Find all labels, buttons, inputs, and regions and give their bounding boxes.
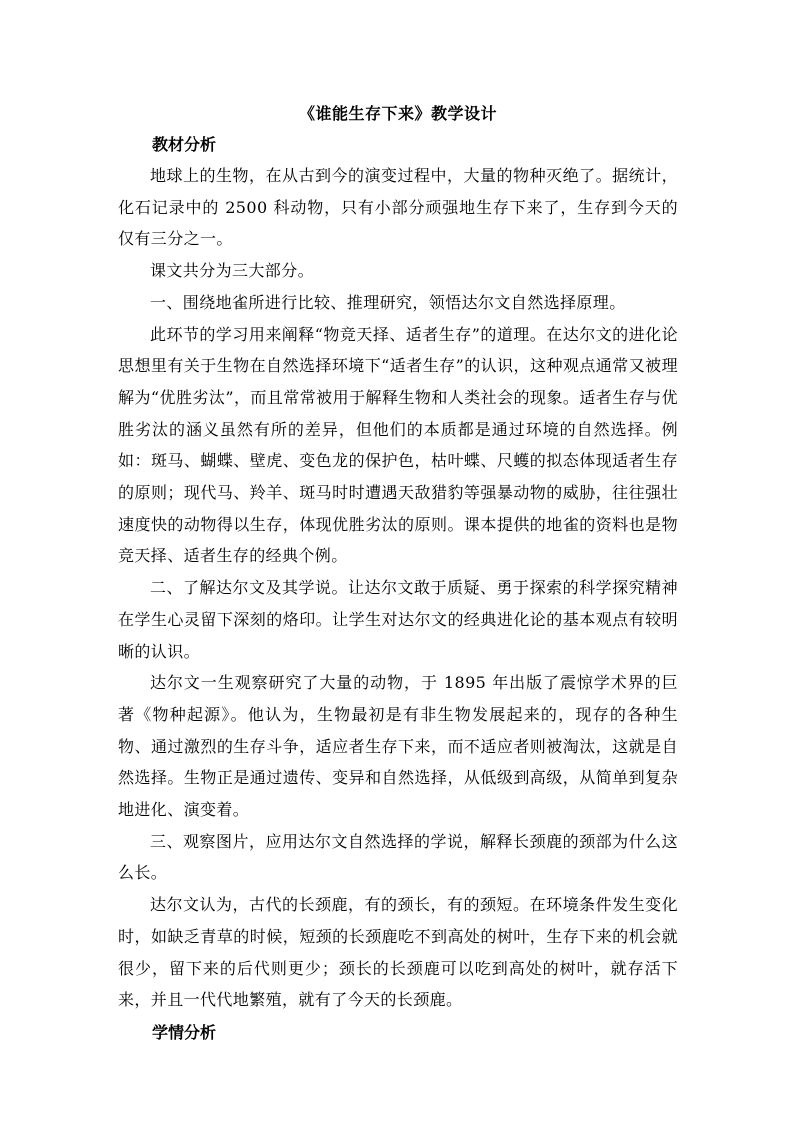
section-heading-learner-analysis: 学情分析 bbox=[152, 1022, 217, 1042]
paragraph-extinction-statistics: 地球上的生物，在从古到今的演变过程中，大量的物种灭绝了。据统计，化石记录中的 2500 科动物，只有小部分顽强地生存下来了，生存到今天的仅有三分之一。 bbox=[118, 166, 678, 249]
paragraph-natural-selection: 此环节的学习用来阐释“物竞天择、适者生存”的道理。在达尔文的进化论思想里有关于生物在自然选择环境下“适者生存”的认识，这种观点通常又被理解为“优胜劣汰”，而且常常被用于解释生物和人类社会的现象。适者生存与优胜劣汰的涵义虽然有所的差异，但他们的本质都是通过环境的自然选择。例如：斑马、蝴蝶、壁虎、变色龙的保护色，枯叶蝶、尺蠖的拟态体现适者生存的原则；现代马、羚羊、斑马时时遭遇天敌猎豹等强暴动物的威胁，往往强壮速度快的动物得以生存，体现优胜劣汰的原则。课本提供的地雀的资料也是物竞天择、适者生存的经典个例。 bbox=[118, 324, 678, 566]
paragraph-part-two: 二、了解达尔文及其学说。让达尔文敢于质疑、勇于探索的科学探究精神在学生心灵留下深刻的烙印。让学生对达尔文的经典进化论的基本观点有较明晰的认识。 bbox=[118, 578, 678, 661]
paragraph-origin-of-species: 达尔文一生观察研究了大量的动物，于 1895 年出版了震惊学术界的巨著《物种起源》。他认为，生物最初是有非生物发展起来的，现存的各种生物、通过激烈的生存斗争，适应者生存下来，而不适应者则被淘汰，这就是自然选择。生物正是通过遗传、变异和自然选择，从低级到高级，从简单到复杂地进化、演变着。 bbox=[118, 673, 678, 820]
document-body bbox=[118, 100, 678, 1048]
paragraph-part-three: 三、观察图片，应用达尔文自然选择的学说，解释长颈鹿的颈部为什么这么长。 bbox=[118, 831, 678, 883]
paragraph-three-parts: 课文共分为三大部分。 bbox=[150, 261, 315, 281]
paragraph-giraffe-neck: 达尔文认为，古代的长颈鹿，有的颈长，有的颈短。在环境条件发生变化时，如缺乏青草的时候，短颈的长颈鹿吃不到高处的树叶，生存下来的机会就很少，留下来的后代则更少；颈长的长颈鹿可以吃到高处的树叶，就存活下来，并且一代代地繁殖，就有了今天的长颈鹿。 bbox=[118, 895, 678, 1010]
section-heading-textbook-analysis: 教材分析 bbox=[152, 135, 217, 154]
paragraph-part-one: 一、围绕地雀所进行比较、推理研究，领悟达尔文自然选择原理。 bbox=[150, 292, 626, 312]
document-title: 《谁能生存下来》教学设计 bbox=[298, 104, 497, 123]
